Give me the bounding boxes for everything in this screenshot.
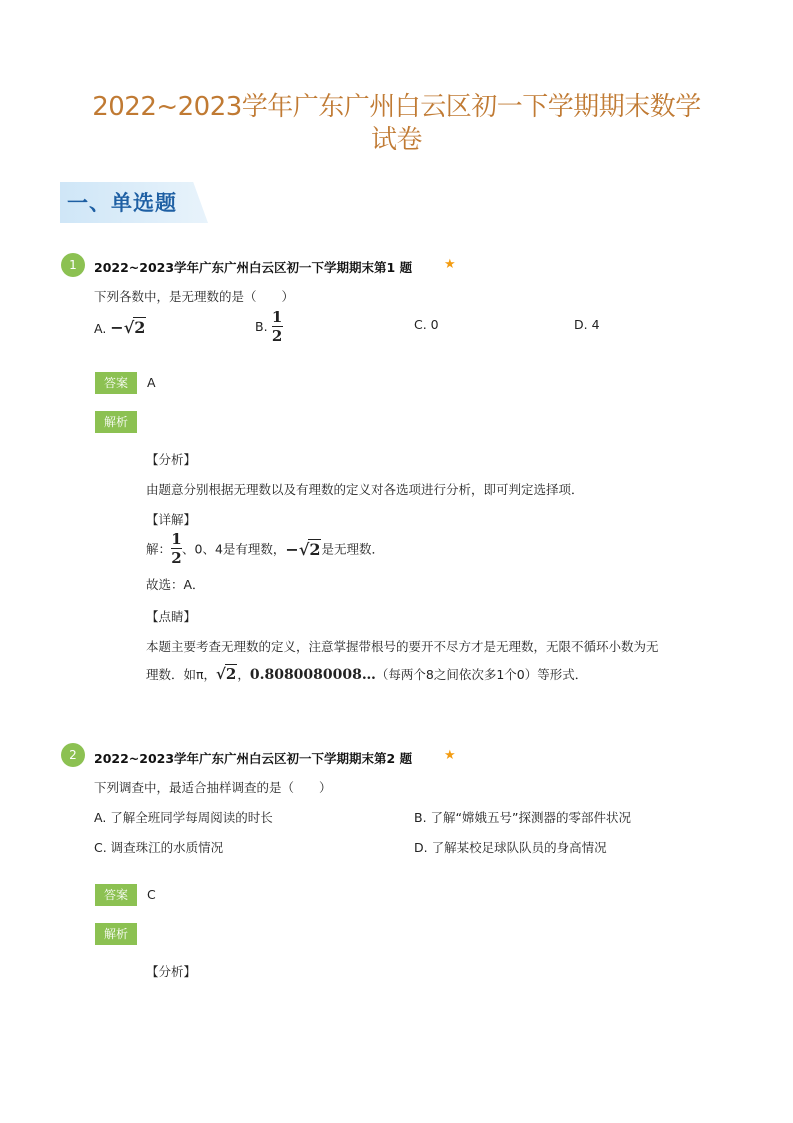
minus-sign: − <box>285 539 299 559</box>
option-d: D. 了解某校足球队队员的身高情况 <box>414 840 607 855</box>
solution-middle: 、0、4是有理数， <box>182 541 286 557</box>
answer-value: C <box>147 887 156 902</box>
question-number-badge: 1 <box>61 253 85 277</box>
remark-number: 0.8080080008… <box>249 667 376 683</box>
solution-prefix: 解： <box>146 541 172 557</box>
sqrt-icon: √ <box>216 665 226 683</box>
solution-suffix: 是无理数． <box>321 541 384 557</box>
remark-heading: 【点睛】 <box>146 609 197 624</box>
analysis-badge: 解析 <box>95 411 137 433</box>
analysis-badge: 解析 <box>95 923 137 945</box>
difficulty-star-icon: ★ <box>444 257 456 272</box>
question-source: 2022~2023学年广东广州白云区初一下学期期末第1 题 <box>94 260 413 275</box>
option-a-expression <box>110 318 146 337</box>
radicand: 2 <box>225 665 237 683</box>
denominator: 2 <box>271 327 283 345</box>
title-line-1: 2022~2023学年广东广州白云区初一下学期期末数学 <box>92 92 701 122</box>
option-d: D. 4 <box>574 317 600 332</box>
remark-line-2 <box>146 664 587 683</box>
option-b-fraction <box>272 309 283 344</box>
question-source: 2022~2023学年广东广州白云区初一下学期期末第2 题 <box>94 751 413 766</box>
answer-badge: 答案 <box>95 884 137 906</box>
solution-fraction <box>171 531 182 566</box>
remark-sqrt <box>216 665 237 683</box>
solution-expression <box>285 540 321 559</box>
remark-prefix: 理数．如π， <box>146 667 217 682</box>
answer-badge: 答案 <box>95 372 137 394</box>
radicand: 2 <box>309 539 321 559</box>
question-number-badge: 2 <box>61 743 85 767</box>
solution-heading: 【详解】 <box>146 512 197 527</box>
answer-value: A <box>147 375 156 390</box>
numerator: 1 <box>171 530 182 548</box>
denominator: 2 <box>171 549 182 567</box>
section-title: 一、单选题 <box>67 191 177 215</box>
option-a-label: A. <box>94 321 107 336</box>
remark-separator: ， <box>237 667 250 682</box>
option-c: C. 调查珠江的水质情况 <box>94 840 224 855</box>
remark-line-1: 本题主要考查无理数的定义，注意掌握带根号的要开不尽方才是无理数，无限不循环小数为无 <box>146 639 659 654</box>
difficulty-star-icon: ★ <box>444 748 456 763</box>
option-a: A. 了解全班同学每周阅读的时长 <box>94 810 273 825</box>
question-stem: 下列各数中，是无理数的是（ ） <box>94 289 295 304</box>
question-stem: 下列调查中，最适合抽样调查的是（ ） <box>94 780 332 795</box>
analysis-heading: 【分析】 <box>146 964 197 979</box>
option-b: B. 了解“嫦娥五号”探测器的零部件状况 <box>414 810 631 825</box>
document-title <box>40 91 753 157</box>
sqrt-icon: √ <box>298 539 310 559</box>
minus-sign: − <box>110 318 124 337</box>
option-c: C. 0 <box>414 317 439 332</box>
numerator: 1 <box>271 308 283 326</box>
title-line-2: 试卷 <box>370 125 422 155</box>
final-choice: 故选：A． <box>146 577 205 592</box>
option-a <box>94 317 146 337</box>
remark-suffix: （每两个8之间依次多1个0）等形式． <box>375 667 588 682</box>
analysis-text: 由题意分别根据无理数以及有理数的定义对各选项进行分析，即可判定选择项． <box>146 482 584 497</box>
option-b-label: B. <box>255 319 268 334</box>
sqrt-icon: √ <box>123 318 135 337</box>
radicand: 2 <box>134 318 146 337</box>
solution-text <box>146 531 384 566</box>
option-b <box>255 309 283 344</box>
analysis-heading: 【分析】 <box>146 452 197 467</box>
